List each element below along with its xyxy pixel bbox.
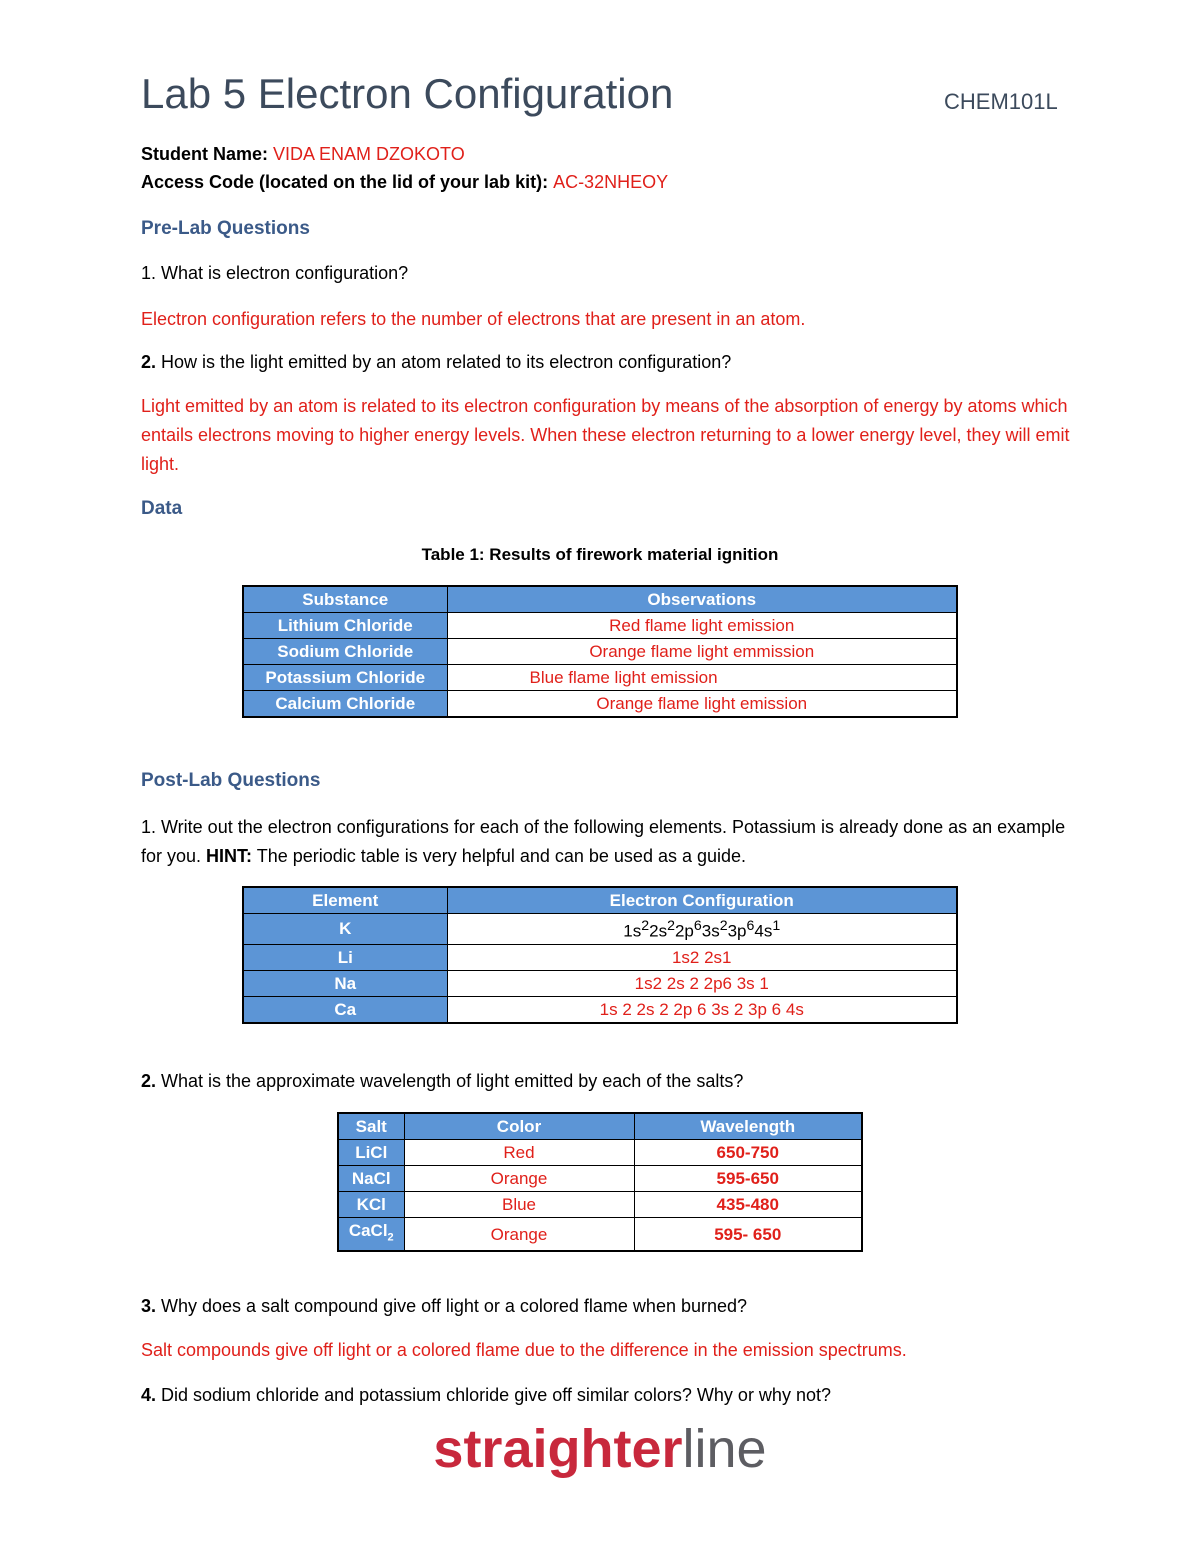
substance-cell: Sodium Chloride bbox=[243, 639, 447, 665]
observation-cell: Orange flame light emission bbox=[447, 691, 957, 718]
table3-wavelengths bbox=[337, 1112, 863, 1252]
configuration-cell: 1s2 2s1 bbox=[447, 944, 957, 970]
student-name-line bbox=[141, 144, 465, 165]
question-number: 1. bbox=[141, 817, 157, 837]
question-number: 2. bbox=[141, 352, 157, 372]
color-cell: Orange bbox=[404, 1218, 634, 1252]
header-electron-configuration: Electron Configuration bbox=[447, 887, 957, 914]
table-header-row bbox=[243, 586, 957, 613]
salt-cell: KCl bbox=[338, 1192, 404, 1218]
course-code: CHEM101L bbox=[944, 89, 1058, 114]
question-text: Did sodium chloride and potassium chloride give off similar colors? Why or why not? bbox=[156, 1385, 831, 1405]
postlab-heading: Post-Lab Questions bbox=[141, 770, 321, 791]
question-text: What is the approximate wavelength of light emitted by each of the salts? bbox=[156, 1071, 744, 1091]
header-observations: Observations bbox=[447, 586, 957, 613]
question-text: Why does a salt compound give off light or a colored flame when burned? bbox=[156, 1296, 748, 1316]
table2-electron-configurations bbox=[242, 886, 958, 1024]
table-row bbox=[243, 691, 957, 718]
color-cell: Orange bbox=[404, 1166, 634, 1192]
wavelength-cell: 595-650 bbox=[634, 1166, 862, 1192]
table-row bbox=[243, 944, 957, 970]
substance-cell: Potassium Chloride bbox=[243, 665, 447, 691]
question-number: 3. bbox=[141, 1296, 157, 1316]
hint-text: The periodic table is very helpful and can be used as a guide. bbox=[252, 846, 747, 866]
salt-cell: LiCl bbox=[338, 1140, 404, 1166]
table-row bbox=[338, 1166, 862, 1192]
configuration-cell: 1s2 2s 2 2p6 3s 1 bbox=[447, 970, 957, 996]
prelab-question-2 bbox=[141, 352, 731, 373]
configuration-cell: 1s 2 2s 2 2p 6 3s 2 3p 6 4s bbox=[447, 996, 957, 1023]
table-row bbox=[243, 996, 957, 1023]
logo-light-part: line bbox=[682, 1419, 767, 1479]
table-row bbox=[338, 1140, 862, 1166]
prelab-question-1 bbox=[141, 263, 408, 284]
question-text: How is the light emitted by an atom related to its electron configuration? bbox=[156, 352, 732, 372]
table-header-row bbox=[243, 887, 957, 914]
prelab-answer-2: Light emitted by an atom is related to its electron configuration by means of the absorption of energy by atoms which entails electrons moving to higher energy levels. When these electron returning to a lower energy level, they will emit light. bbox=[141, 396, 1070, 474]
element-cell: Na bbox=[243, 970, 447, 996]
access-code-line bbox=[141, 172, 668, 193]
element-cell: K bbox=[243, 914, 447, 945]
substance-cell: Calcium Chloride bbox=[243, 691, 447, 718]
postlab-question-3 bbox=[141, 1296, 747, 1317]
straighterline-logo bbox=[0, 1418, 1200, 1480]
table1-firework-results bbox=[242, 585, 958, 718]
prelab-heading: Pre-Lab Questions bbox=[141, 218, 310, 239]
header-substance: Substance bbox=[243, 586, 447, 613]
table-row bbox=[243, 639, 957, 665]
logo-bold-part: straighter bbox=[433, 1419, 683, 1479]
table-row bbox=[243, 970, 957, 996]
question-number: 2. bbox=[141, 1071, 157, 1091]
access-code-label: Access Code (located on the lid of your lab kit): bbox=[141, 172, 554, 192]
header-color: Color bbox=[404, 1113, 634, 1140]
color-cell: Red bbox=[404, 1140, 634, 1166]
wavelength-cell: 435-480 bbox=[634, 1192, 862, 1218]
table-row bbox=[338, 1192, 862, 1218]
element-cell: Ca bbox=[243, 996, 447, 1023]
wavelength-cell: 595- 650 bbox=[634, 1218, 862, 1252]
question-text: Write out the electron configurations for each of the following elements. Potassium is already done as an example for you. bbox=[141, 817, 1066, 866]
table-row bbox=[338, 1218, 862, 1252]
wavelength-cell: 650-750 bbox=[634, 1140, 862, 1166]
postlab-question-4 bbox=[141, 1385, 831, 1406]
hint-label: HINT: bbox=[206, 846, 253, 866]
header-element: Element bbox=[243, 887, 447, 914]
salt-cell: CaCl$_2$ bbox=[338, 1218, 404, 1252]
postlab-answer-3: Salt compounds give off light or a colored flame due to the difference in the emission spectrums. bbox=[141, 1340, 907, 1360]
table-row bbox=[243, 914, 957, 945]
postlab-question-1 bbox=[141, 813, 1071, 871]
element-cell: Li bbox=[243, 944, 447, 970]
postlab-question-2 bbox=[141, 1071, 743, 1092]
student-name-label: Student Name: bbox=[141, 144, 274, 164]
salt-cell: NaCl bbox=[338, 1166, 404, 1192]
table-row bbox=[243, 613, 957, 639]
prelab-answer-1: Electron configuration refers to the number of electrons that are present in an atom. bbox=[141, 309, 806, 329]
student-name-value: VIDA ENAM DZOKOTO bbox=[273, 144, 465, 164]
observation-cell: Blue flame light emission bbox=[447, 665, 957, 691]
configuration-cell-example: $1s^22s^22p^63s^23p^64s^1$ bbox=[447, 914, 957, 945]
question-number: 4. bbox=[141, 1385, 157, 1405]
data-heading: Data bbox=[141, 498, 183, 519]
header-wavelength: Wavelength bbox=[634, 1113, 862, 1140]
page-title: Lab 5 Electron Configuration bbox=[141, 70, 674, 117]
table-row bbox=[243, 665, 957, 691]
header-salt: Salt bbox=[338, 1113, 404, 1140]
substance-cell: Lithium Chloride bbox=[243, 613, 447, 639]
color-cell: Blue bbox=[404, 1192, 634, 1218]
observation-cell: Red flame light emission bbox=[447, 613, 957, 639]
table-header-row bbox=[338, 1113, 862, 1140]
question-text: What is electron configuration? bbox=[156, 263, 409, 283]
question-number: 1. bbox=[141, 263, 157, 283]
table1-caption: Table 1: Results of firework material ignition bbox=[421, 545, 779, 564]
observation-cell: Orange flame light emmission bbox=[447, 639, 957, 665]
access-code-value: AC-32NHEOY bbox=[553, 172, 669, 192]
